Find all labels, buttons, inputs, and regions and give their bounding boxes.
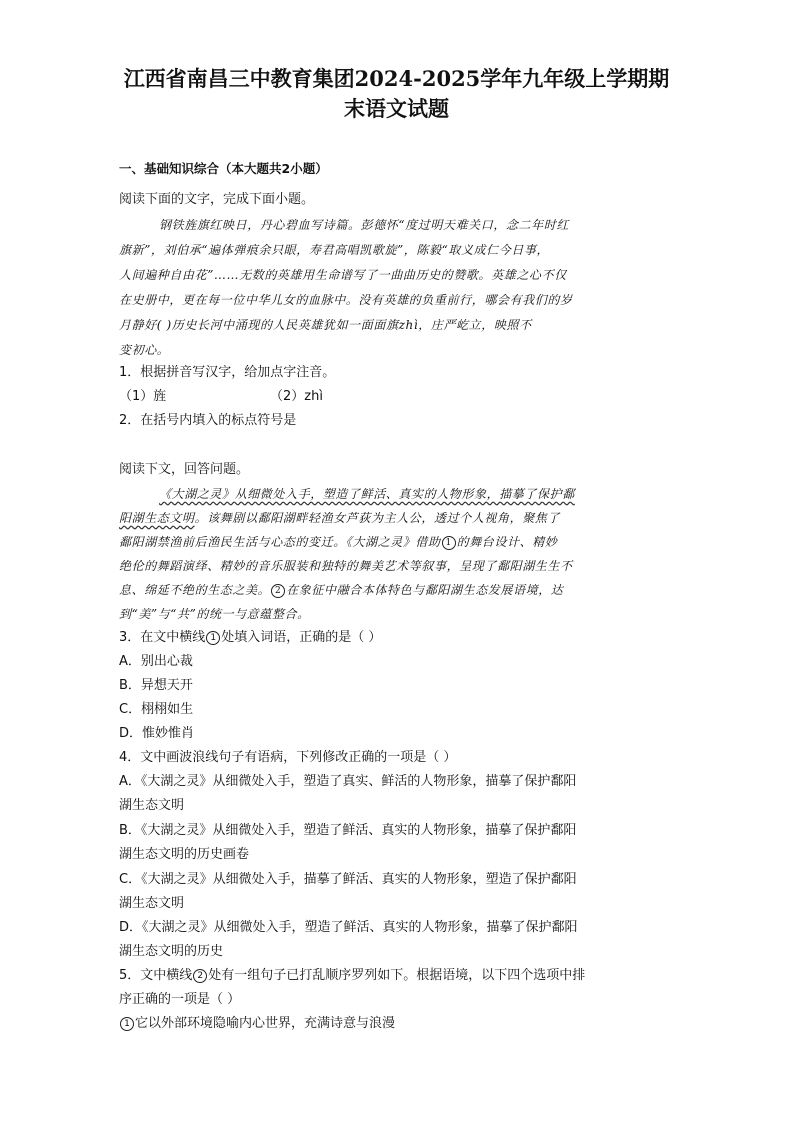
reading-instruction-2: 阅读下文，回答问题。 [119,462,250,477]
question-2: 2．在括号内填入的标点符号是 [119,413,297,428]
document-title-line-1: 江西省南昌三中教育集团2024-2025学年九年级上学期期 [123,66,670,91]
circled-number-2: 2 [271,584,285,598]
option-c-cont: 湖生态文明 [119,896,185,911]
section-heading: 一、基础知识综合（本大题共2小题） [119,161,328,176]
option-b: B．异想天开 [119,678,193,693]
option-a: A．《大湖之灵》从细微处入手，塑造了真实、鲜活的人物形象，描摹了保护鄱阳 [119,774,577,789]
passage-line: 变初心。 [119,343,170,357]
passage-line: 在史册中，更在每一位中华儿女的血脉中。没有英雄的负重前行，哪会有我们的岁 [119,293,573,307]
circled-number-2: 2 [193,969,207,983]
option-a-cont: 湖生态文明 [119,798,185,813]
passage2-line [159,482,575,506]
question-1: 1．根据拼音写汉字，给加点字注音。 [119,365,336,380]
question-1-item-b: （2）zhì [270,389,323,404]
option-b: B．《大湖之灵》从细微处入手，塑造了鲜活、真实的人物形象，描摹了保护鄱阳 [119,823,577,838]
wavy-underlined-sentence-end: 阳湖生态文明 [119,511,195,525]
reading-instruction: 阅读下面的文字，完成下面小题。 [119,192,315,207]
option-b-cont: 湖生态文明的历史画卷 [119,847,250,862]
option-a: A．别出心裁 [119,654,193,669]
circled-number-1: 1 [442,536,456,550]
question-3: 3．在文中横线 1 处填入词语，正确的是（ ） [119,630,382,645]
passage2-line: 绝伦的舞蹈演绎、精妙的音乐服装和独特的舞美艺术等叙事，呈现了鄱阳湖生生不 [119,559,573,573]
option-c: C．栩栩如生 [119,702,194,717]
passage-line: 月静好( )历史长河中涌现的人民英雄犹如一面面旗zhì，庄严屹立，映照不 [119,318,532,332]
option-d: D．《大湖之灵》从细微处入手，塑造了鲜活、真实的人物形象，描摹了保护鄱阳 [119,920,578,935]
document-title-line-2: 末语文试题 [344,96,449,121]
wavy-underlined-sentence: 《大湖之灵》从细微处入手，塑造了鲜活、真实的人物形象，描摹了保护鄱 [159,487,575,501]
circled-number-1: 1 [120,1017,134,1031]
option-d: D．惟妙惟肖 [119,726,195,741]
question-4: 4．文中画波浪线句子有语病，下列修改正确的一项是（ ） [119,750,457,765]
question-1-item-a: （1）旌 [119,389,167,404]
passage-line: 钢铁旌旗红映日，丹心碧血写诗篇。彭德怀“度过明天难关口，念二年时红 [159,218,569,232]
passage-line: 旗新”，刘伯承“遍体弹痕余只眼，寿君高唱凯歌旋”，陈毅“取义成仁今日事， [119,243,550,257]
question-5-cont: 序正确的一项是（ ） [119,992,241,1007]
sentence-item-1: 1 它以外部环境隐喻内心世界，充满诗意与浪漫 [119,1012,395,1036]
passage2-line: 到“美”与“共”的统一与意蕴整合。 [119,607,310,621]
passage-line: 人间遍种自由花”……无数的英雄用生命谱写了一曲曲历史的赞歌。英雄之心不仅 [119,268,567,282]
option-c: C．《大湖之灵》从细微处入手，描摹了鲜活、真实的人物形象，塑造了保护鄱阳 [119,872,577,887]
passage2-line: 鄱阳湖禁渔前后渔民生活与心态的变迁。《大湖之灵》借助 1 的舞台设计、精妙 [119,535,558,549]
question-5: 5．文中横线 2 处有一组句子已打乱顺序罗列如下。根据语境，以下四个选项中排 [119,968,586,983]
passage2-line: 息、绵延不绝的生态之美。 2 在象征中融合本体特色与鄱阳湖生态发展语境，达 [119,583,564,597]
passage2-line: 阳湖生态文明。该舞剧以鄱阳湖畔轻渔女芦荻为主人公，透过个人视角，聚焦了 [119,511,561,525]
option-d-cont: 湖生态文明的历史 [119,944,224,959]
circled-number-1: 1 [206,631,220,645]
